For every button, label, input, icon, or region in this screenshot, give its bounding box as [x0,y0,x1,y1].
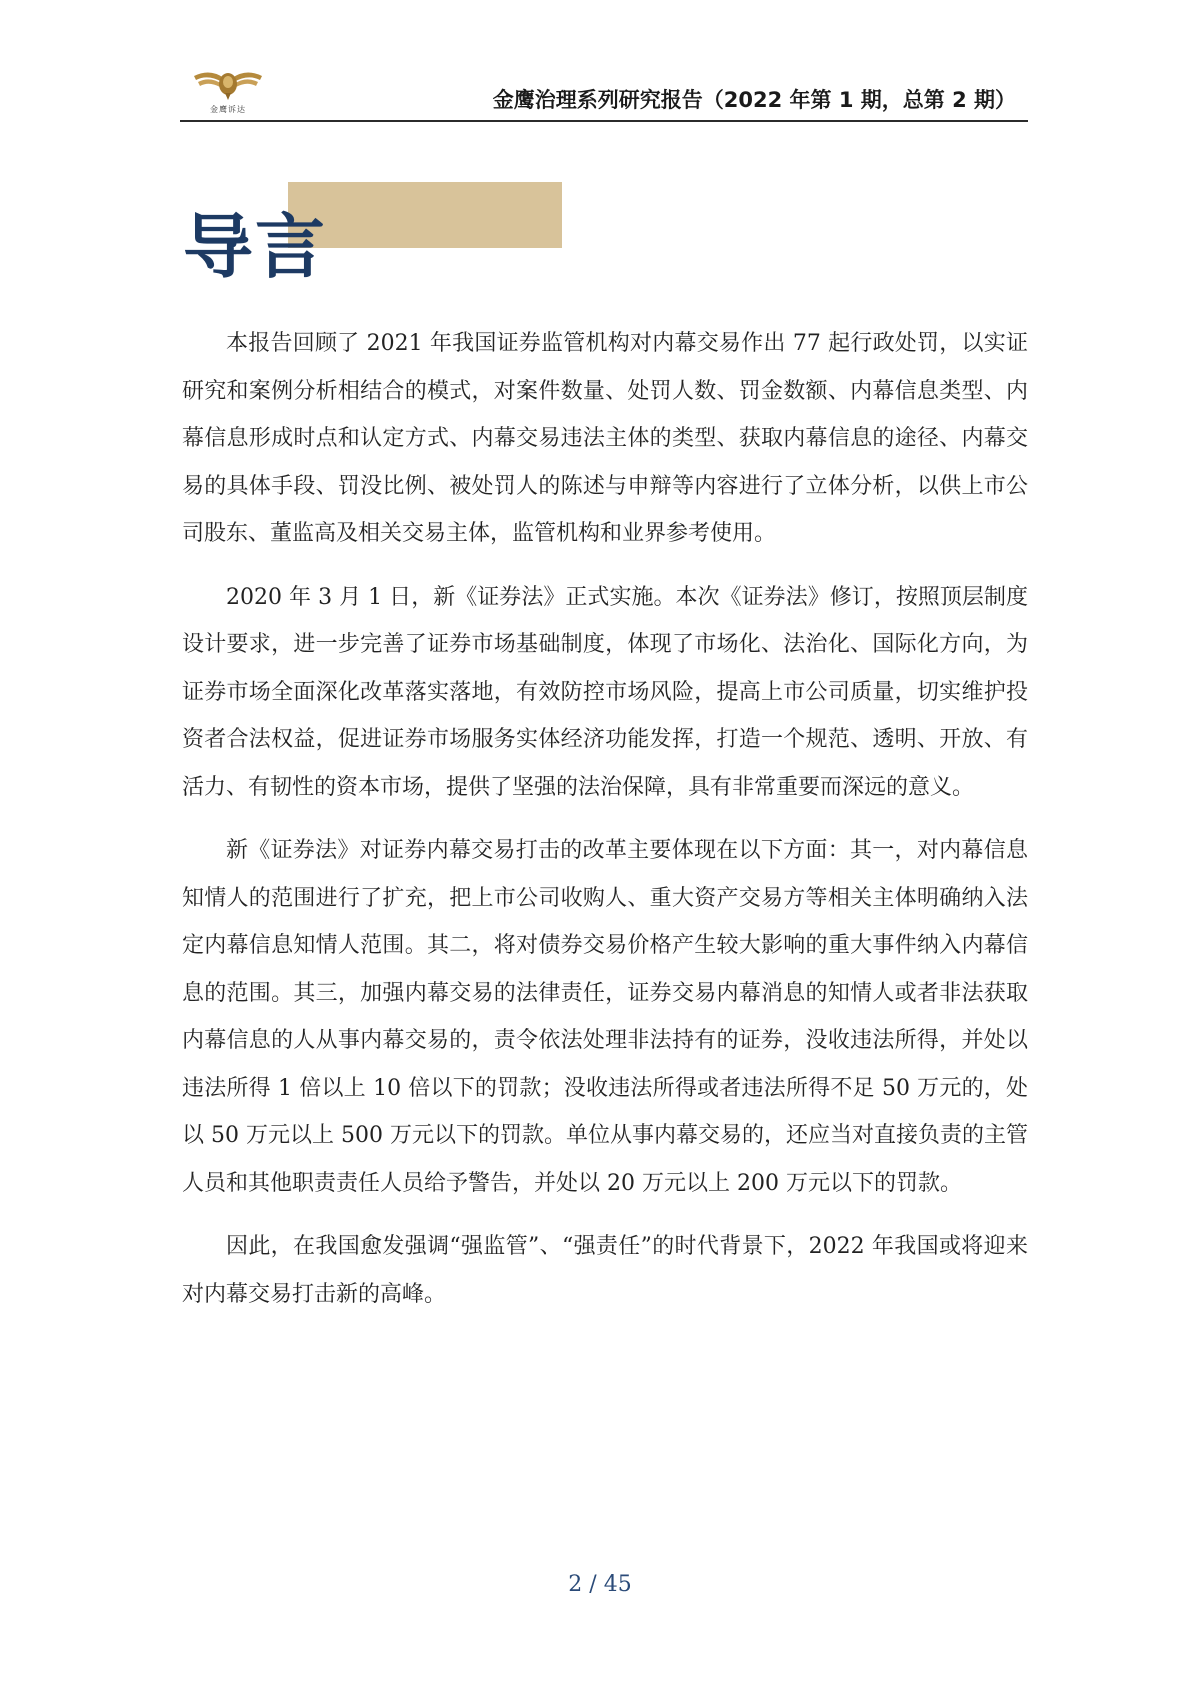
paragraph: 2020 年 3 月 1 日，新《证券法》正式实施。本次《证券法》修订，按照顶层制度设计要求，进一步完善了证券市场基础制度，体现了市场化、法治化、国际化方向，为证券市场全面深化改革落实落地，有效防控市场风险，提高上市公司质量，切实维护投资者合法权益，促进证券市场服务实体经济功能发挥，打造一个规范、透明、开放、有活力、有韧性的资本市场，提供了坚强的法治保障，具有非常重要而深远的意义。 [182,584,1028,800]
section-title: 导言 [183,206,327,288]
paragraph: 因此，在我国愈发强调“强监管”、“强责任”的时代背景下，2022 年我国或将迎来对内幕交易打击新的高峰。 [182,1234,1028,1307]
logo-text: 金鹰诉达 [210,105,246,114]
paragraph: 本报告回顾了 2021 年我国证券监管机构对内幕交易作出 77 起行政处罚，以实证研究和案例分析相结合的模式，对案件数量、处罚人数、罚金数额、内幕信息类型、内幕信息形成时点和认定方式、内幕交易违法主体的类型、获取内幕信息的途径、内幕交易的具体手段、罚没比例、被处罚人的陈述与申辩等内容进行了立体分析，以供上市公司股东、董监高及相关交易主体，监管机构和业界参考使用。 [182,331,1028,546]
report-series-title: 金鹰治理系列研究报告（2022 年第 1 期，总第 2 期） [492,88,1016,112]
page-number: 2 / 45 [568,1572,632,1597]
body-content [182,320,1028,1334]
page-header [180,60,1028,122]
eagle-logo-icon [192,62,264,118]
paragraph: 新《证券法》对证券内幕交易打击的改革主要体现在以下方面：其一，对内幕信息知情人的范围进行了扩充，把上市公司收购人、重大资产交易方等相关主体明确纳入法定内幕信息知情人范围。其二，将对债券交易价格产生较大影响的重大事件纳入内幕信息的范围。其三，加强内幕交易的法律责任，证券交易内幕消息的知情人或者非法获取内幕信息的人从事内幕交易的，责令依法处理非法持有的证券，没收违法所得，并处以违法所得 1 倍以上 10 倍以下的罚款；没收违法所得或者违法所得不足 50 万元的，处以 50 万元以上 500 万元以下的罚款。单位从事内幕交易的，还应当对直接负责的主管人员和其他职责责任人员给予警告，并处以 20 万元以上 200 万元以下的罚款。 [182,838,1028,1196]
title-accent-block [288,182,562,248]
